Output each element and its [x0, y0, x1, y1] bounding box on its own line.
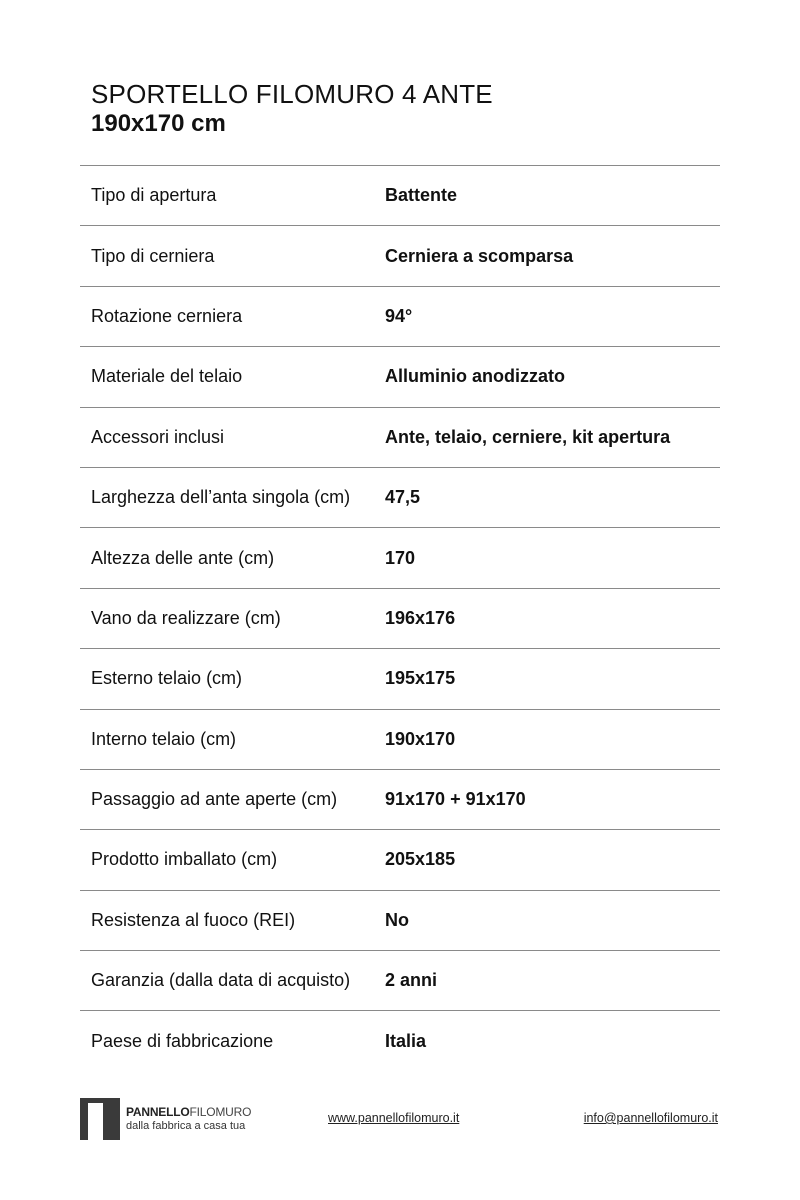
spec-row-resistenza-fuoco: [80, 891, 720, 951]
footer: [80, 1098, 720, 1142]
spec-table: [80, 165, 720, 1072]
spec-value: 2 anni: [385, 970, 438, 991]
spec-row-larghezza-anta: [80, 468, 720, 528]
spec-row-esterno-telaio: [80, 649, 720, 709]
spec-value: 170: [385, 547, 416, 568]
logo-name-light: FILOMURO: [189, 1105, 252, 1119]
spec-value: 91x170 + 91x170: [385, 789, 526, 810]
spec-label: Esterno telaio (cm): [91, 668, 243, 689]
spec-label: Altezza delle ante (cm): [91, 547, 275, 568]
spec-label: Rotazione cerniera: [91, 305, 243, 326]
spec-value: 47,5: [385, 487, 421, 508]
brand-logo: [80, 1098, 251, 1140]
spec-value: No: [385, 909, 409, 930]
spec-label: Tipo di cerniera: [91, 245, 215, 266]
spec-row-tipo-cerniera: [80, 226, 720, 286]
spec-row-paese: [80, 1011, 720, 1071]
spec-label: Accessori inclusi: [91, 426, 225, 447]
spec-value: Ante, telaio, cerniere, kit apertura: [385, 426, 671, 447]
spec-label: Materiale del telaio: [91, 366, 243, 387]
spec-label: Interno telaio (cm): [91, 728, 237, 749]
spec-row-interno-telaio: [80, 710, 720, 770]
spec-label: Garanzia (dalla data di acquisto): [91, 970, 351, 991]
spec-row-rotazione-cerniera: [80, 287, 720, 347]
logo-name: [126, 1105, 251, 1119]
spec-row-materiale-telaio: [80, 347, 720, 407]
spec-row-passaggio: [80, 770, 720, 830]
spec-row-vano: [80, 589, 720, 649]
email-link[interactable]: info@pannellofilomuro.it: [583, 1111, 718, 1125]
spec-value: Battente: [385, 185, 458, 206]
spec-label: Prodotto imballato (cm): [91, 849, 278, 870]
spec-value: 94°: [385, 305, 413, 326]
logo-text: [126, 1105, 251, 1133]
spec-value: 195x175: [385, 668, 456, 689]
spec-label: Tipo di apertura: [91, 185, 217, 206]
spec-row-garanzia: [80, 951, 720, 1011]
spec-label: Resistenza al fuoco (REI): [91, 909, 296, 930]
page-subtitle: 190x170 cm: [91, 110, 226, 137]
logo-name-bold: PANNELLO: [126, 1105, 190, 1119]
spec-row-tipo-apertura: [80, 166, 720, 226]
spec-label: Larghezza dell’anta singola (cm): [91, 487, 351, 508]
website-link[interactable]: www.pannellofilomuro.it: [328, 1111, 460, 1125]
spec-label: Vano da realizzare (cm): [91, 607, 281, 628]
spec-row-altezza-ante: [80, 528, 720, 588]
spec-value: Italia: [385, 1031, 427, 1052]
spec-value: 196x176: [385, 607, 456, 628]
spec-value: 205x185: [385, 849, 456, 870]
spec-value: Alluminio anodizzato: [385, 366, 565, 387]
spec-label: Passaggio ad ante aperte (cm): [91, 789, 338, 810]
spec-row-accessori: [80, 408, 720, 468]
spec-value: 190x170: [385, 728, 456, 749]
spec-row-imballato: [80, 830, 720, 890]
spec-label: Paese di fabbricazione: [91, 1031, 274, 1052]
spec-value: Cerniera a scomparsa: [385, 245, 574, 266]
door-logo-icon: [80, 1098, 120, 1140]
logo-tagline: dalla fabbrica a casa tua: [126, 1120, 246, 1132]
page-title: SPORTELLO FILOMURO 4 ANTE: [91, 79, 493, 109]
